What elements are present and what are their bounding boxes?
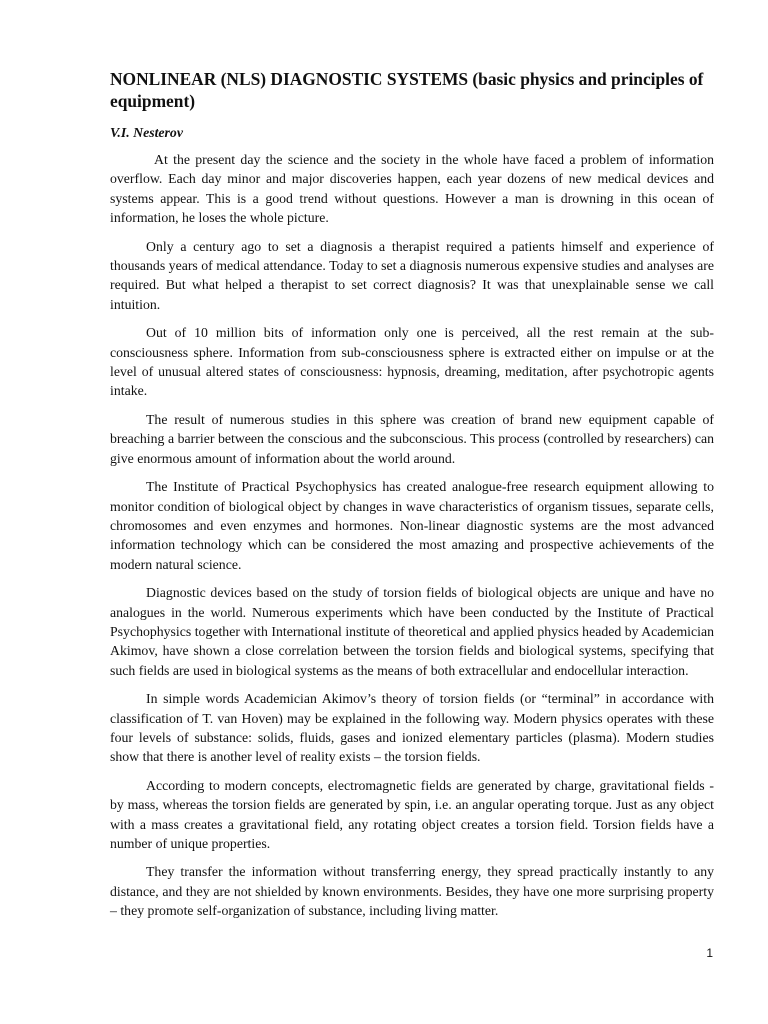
author-name: V.I. Nesterov	[110, 125, 183, 140]
paragraph-6: Diagnostic devices based on the study of torsion fields of biological objects are unique and have no analogues in the world. Numerous experiments which have been conducted by the Institute of Practical Psychophysics together with International institute of theoretical and applied physics headed by Academician Akimov, have shown a close correlation between the torsion fields and biological systems, specifying that such fields are used in biological systems as the means of both extracellular and endocellular interaction.	[110, 585, 714, 678]
document-title: NONLINEAR (NLS) DIAGNOSTIC SYSTEMS (basic physics and principles of equipment)	[110, 69, 704, 111]
paragraph-3: Out of 10 million bits of information only one is perceived, all the rest remain at the sub-consciousness sphere. Information from sub-consciousness sphere is extracted either on impulse or at the level of unusual altered states of consciousness: hypnosis, dreaming, meditation, after psychotropic agents intake.	[110, 325, 714, 399]
paragraph-1: At the present day the science and the society in the whole have faced a problem of information overflow. Each day minor and major discoveries happen, each year dozens of new medical devices and systems appear. This is a good trend without questions. However a man is drowning in this ocean of information, he loses the whole picture.	[110, 152, 714, 226]
paragraph-2: Only a century ago to set a diagnosis a therapist required a patients himself and experience of thousands years of medical attendance. Today to set a diagnosis numerous expensive studies and analyses are required. But what helped a therapist to set correct diagnosis? It was that unexplainable sense we call intuition.	[110, 238, 714, 312]
paragraph-5: The Institute of Practical Psychophysics has created analogue-free research equipment allowing to monitor condition of biological object by changes in wave characteristics of organism tissues, separate cells, chromosomes and even enzymes and hormones. Non-linear diagnostic systems are the most advanced information technology which can be considered the most amazing and prospective achievements of the modern natural science.	[110, 479, 714, 572]
paragraph-4: The result of numerous studies in this sphere was creation of brand new equipment capable of breaching a barrier between the conscious and the subconscious. This process (controlled by researchers) can give enormous amount of information about the world around.	[110, 411, 714, 466]
document-page	[110, 68, 714, 930]
page-number: 1	[706, 946, 713, 960]
paragraph-9: They transfer the information without transferring energy, they spread practically instantly to any distance, and they are not shielded by known environments. Besides, they have one more surprising property – they promote self-organization of substance, including living matter.	[110, 864, 714, 919]
paragraph-8: According to modern concepts, electromagnetic fields are generated by charge, gravitational fields - by mass, whereas the torsion fields are generated by spin, i.e. an angular operating torque. Just as any object with a mass creates a gravitational field, any rotating object creates a torsion field. Torsion fields have a number of unique properties.	[110, 777, 714, 851]
paragraph-7: In simple words Academician Akimov’s theory of torsion fields (or “terminal” in accordance with classification of T. van Hoven) may be explained in the following way. Modern physics operates with these four levels of substance: solids, fluids, gases and ionized elementary particles (plasma). Modern studies show that there is another level of reality exists – the torsion fields.	[110, 691, 714, 765]
